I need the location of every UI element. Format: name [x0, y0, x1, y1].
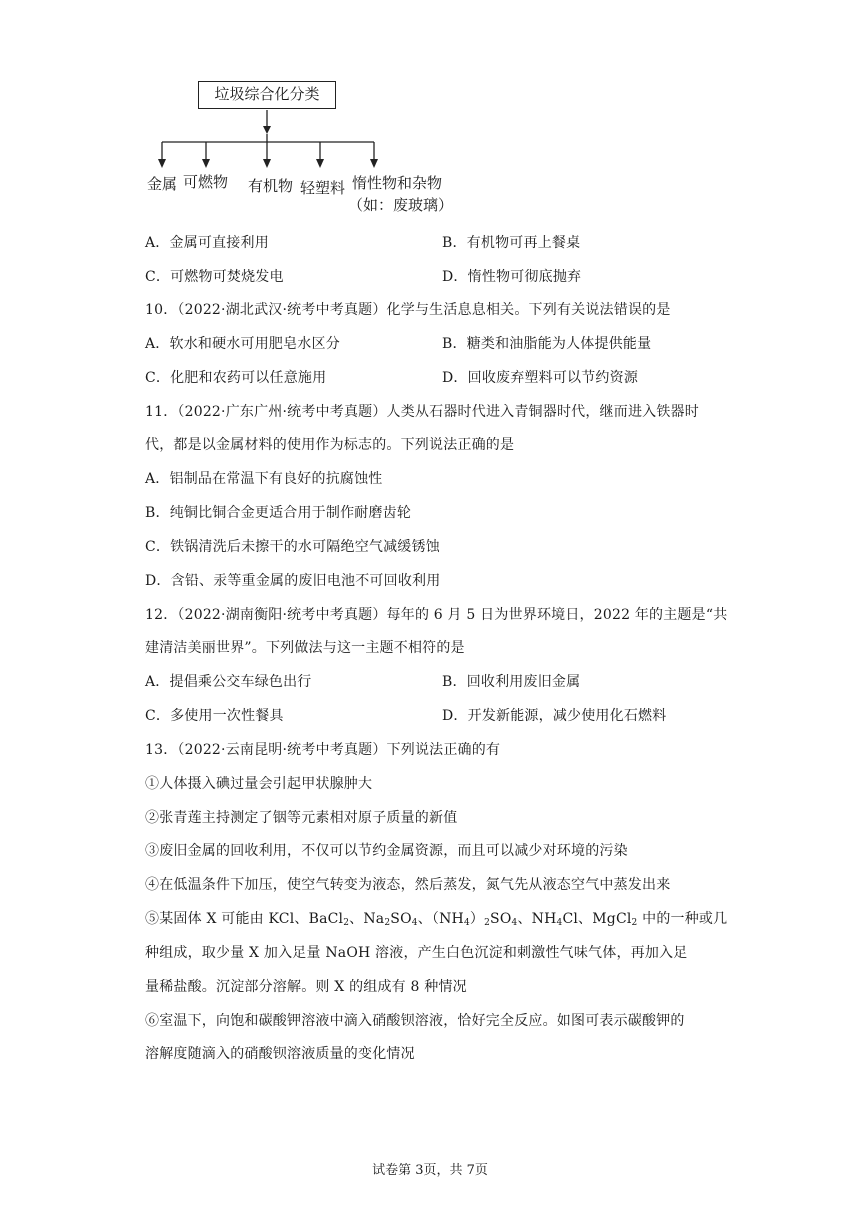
- q10-stem: 10．（2022·湖北武汉·统考中考真题）化学与生活息息相关。下列有关说法错误的是: [145, 302, 671, 318]
- q10-option-a: A．软水和硬水可用肥皂水区分: [145, 336, 340, 352]
- q12-option-d: D．开发新能源，减少使用化石燃料: [442, 708, 667, 724]
- q11-stem-line2: 代，都是以金属材料的使用作为标志的。下列说法正确的是: [145, 437, 515, 453]
- q11-stem-line1: 11．（2022·广东广州·统考中考真题）人类从石器时代进入青铜器时代，继而进入铁器时: [145, 404, 699, 420]
- q10-option-b: B．糖类和油脂能为人体提供能量: [442, 336, 652, 352]
- q13-stem: 13．（2022·云南昆明·统考中考真题）下列说法正确的有: [145, 742, 501, 758]
- diagram-label-combustible: 可燃物: [183, 173, 229, 191]
- diagram-label-light-plastic: 轻塑料: [300, 179, 346, 197]
- q12-stem-line2: 建清洁美丽世界”。下列做法与这一主题不相符的是: [145, 640, 465, 656]
- page-footer: 试卷第 3页，共 7页: [372, 1163, 488, 1178]
- diagram-label-metal: 金属: [147, 175, 178, 193]
- q9-option-d: D．惰性物可彻底抛弃: [442, 269, 582, 285]
- q13-statement-5-line3: 量稀盐酸。沉淀部分溶解。则 X 的组成有 8 种情况: [145, 979, 467, 995]
- diagram-title-box: 垃圾综合化分类: [198, 81, 336, 109]
- diagram-label-organic: 有机物: [248, 177, 294, 195]
- q11-option-b: B．纯铜比铜合金更适合用于制作耐磨齿轮: [145, 505, 412, 521]
- q11-option-d: D．含铅、汞等重金属的废旧电池不可回收利用: [145, 573, 441, 589]
- diagram-label-note: （如：废玻璃）: [348, 196, 454, 214]
- q13-statement-6-line1: ⑥室温下，向饱和碳酸钾溶液中滴入硝酸钡溶液，恰好完全反应。如图可表示碳酸钾的: [145, 1013, 685, 1029]
- q12-stem-line1: 12．（2022·湖南衡阳·统考中考真题）每年的 6 月 5 日为世界环境日，2022 年的主题是“共: [145, 607, 728, 623]
- q12-option-a: A．提倡乘公交车绿色出行: [145, 674, 312, 690]
- q13-statement-1: ①人体摄入碘过量会引起甲状腺肿大: [145, 776, 373, 792]
- diagram-label-inert: 惰性物和杂物: [352, 174, 443, 192]
- q9-option-a: A．金属可直接利用: [145, 235, 269, 251]
- waste-classification-diagram: [140, 78, 460, 218]
- q11-option-a: A．铝制品在常温下有良好的抗腐蚀性: [145, 471, 383, 487]
- q13-statement-2: ②张青莲主持测定了铟等元素相对原子质量的新值: [145, 810, 458, 826]
- q12-option-b: B．回收利用废旧金属: [442, 674, 581, 690]
- q12-option-c: C．多使用一次性餐具: [145, 708, 284, 724]
- q11-option-c: C．铁锅清洗后未擦干的水可隔绝空气减缓锈蚀: [145, 539, 440, 555]
- q13-statement-6-line2: 溶解度随滴入的硝酸钡溶液质量的变化情况: [145, 1046, 415, 1062]
- q13-statement-4: ④在低温条件下加压，使空气转变为液态，然后蒸发，氮气先从液态空气中蒸发出来: [145, 877, 671, 893]
- q10-option-d: D．回收废弃塑料可以节约资源: [442, 370, 639, 386]
- q13-statement-5-line1: ⑤某固体 X 可能由 KCl、BaCl$_2$、$Na_2SO_4$、$(NH_4)_2SO_4$、$NH_4Cl$、MgCl$_2$ 中的一种或几: [145, 911, 728, 928]
- q13-statement-5-line2: 种组成，取少量 X 加入足量 NaOH 溶液，产生白色沉淀和刺激性气味气体，再加入足: [145, 945, 688, 961]
- q10-option-c: C．化肥和农药可以任意施用: [145, 370, 327, 386]
- q9-option-b: B．有机物可再上餐桌: [442, 235, 581, 251]
- q9-option-c: C．可燃物可焚烧发电: [145, 269, 284, 285]
- q13-statement-3: ③废旧金属的回收利用，不仅可以节约金属资源，而且可以减少对环境的污染: [145, 843, 628, 859]
